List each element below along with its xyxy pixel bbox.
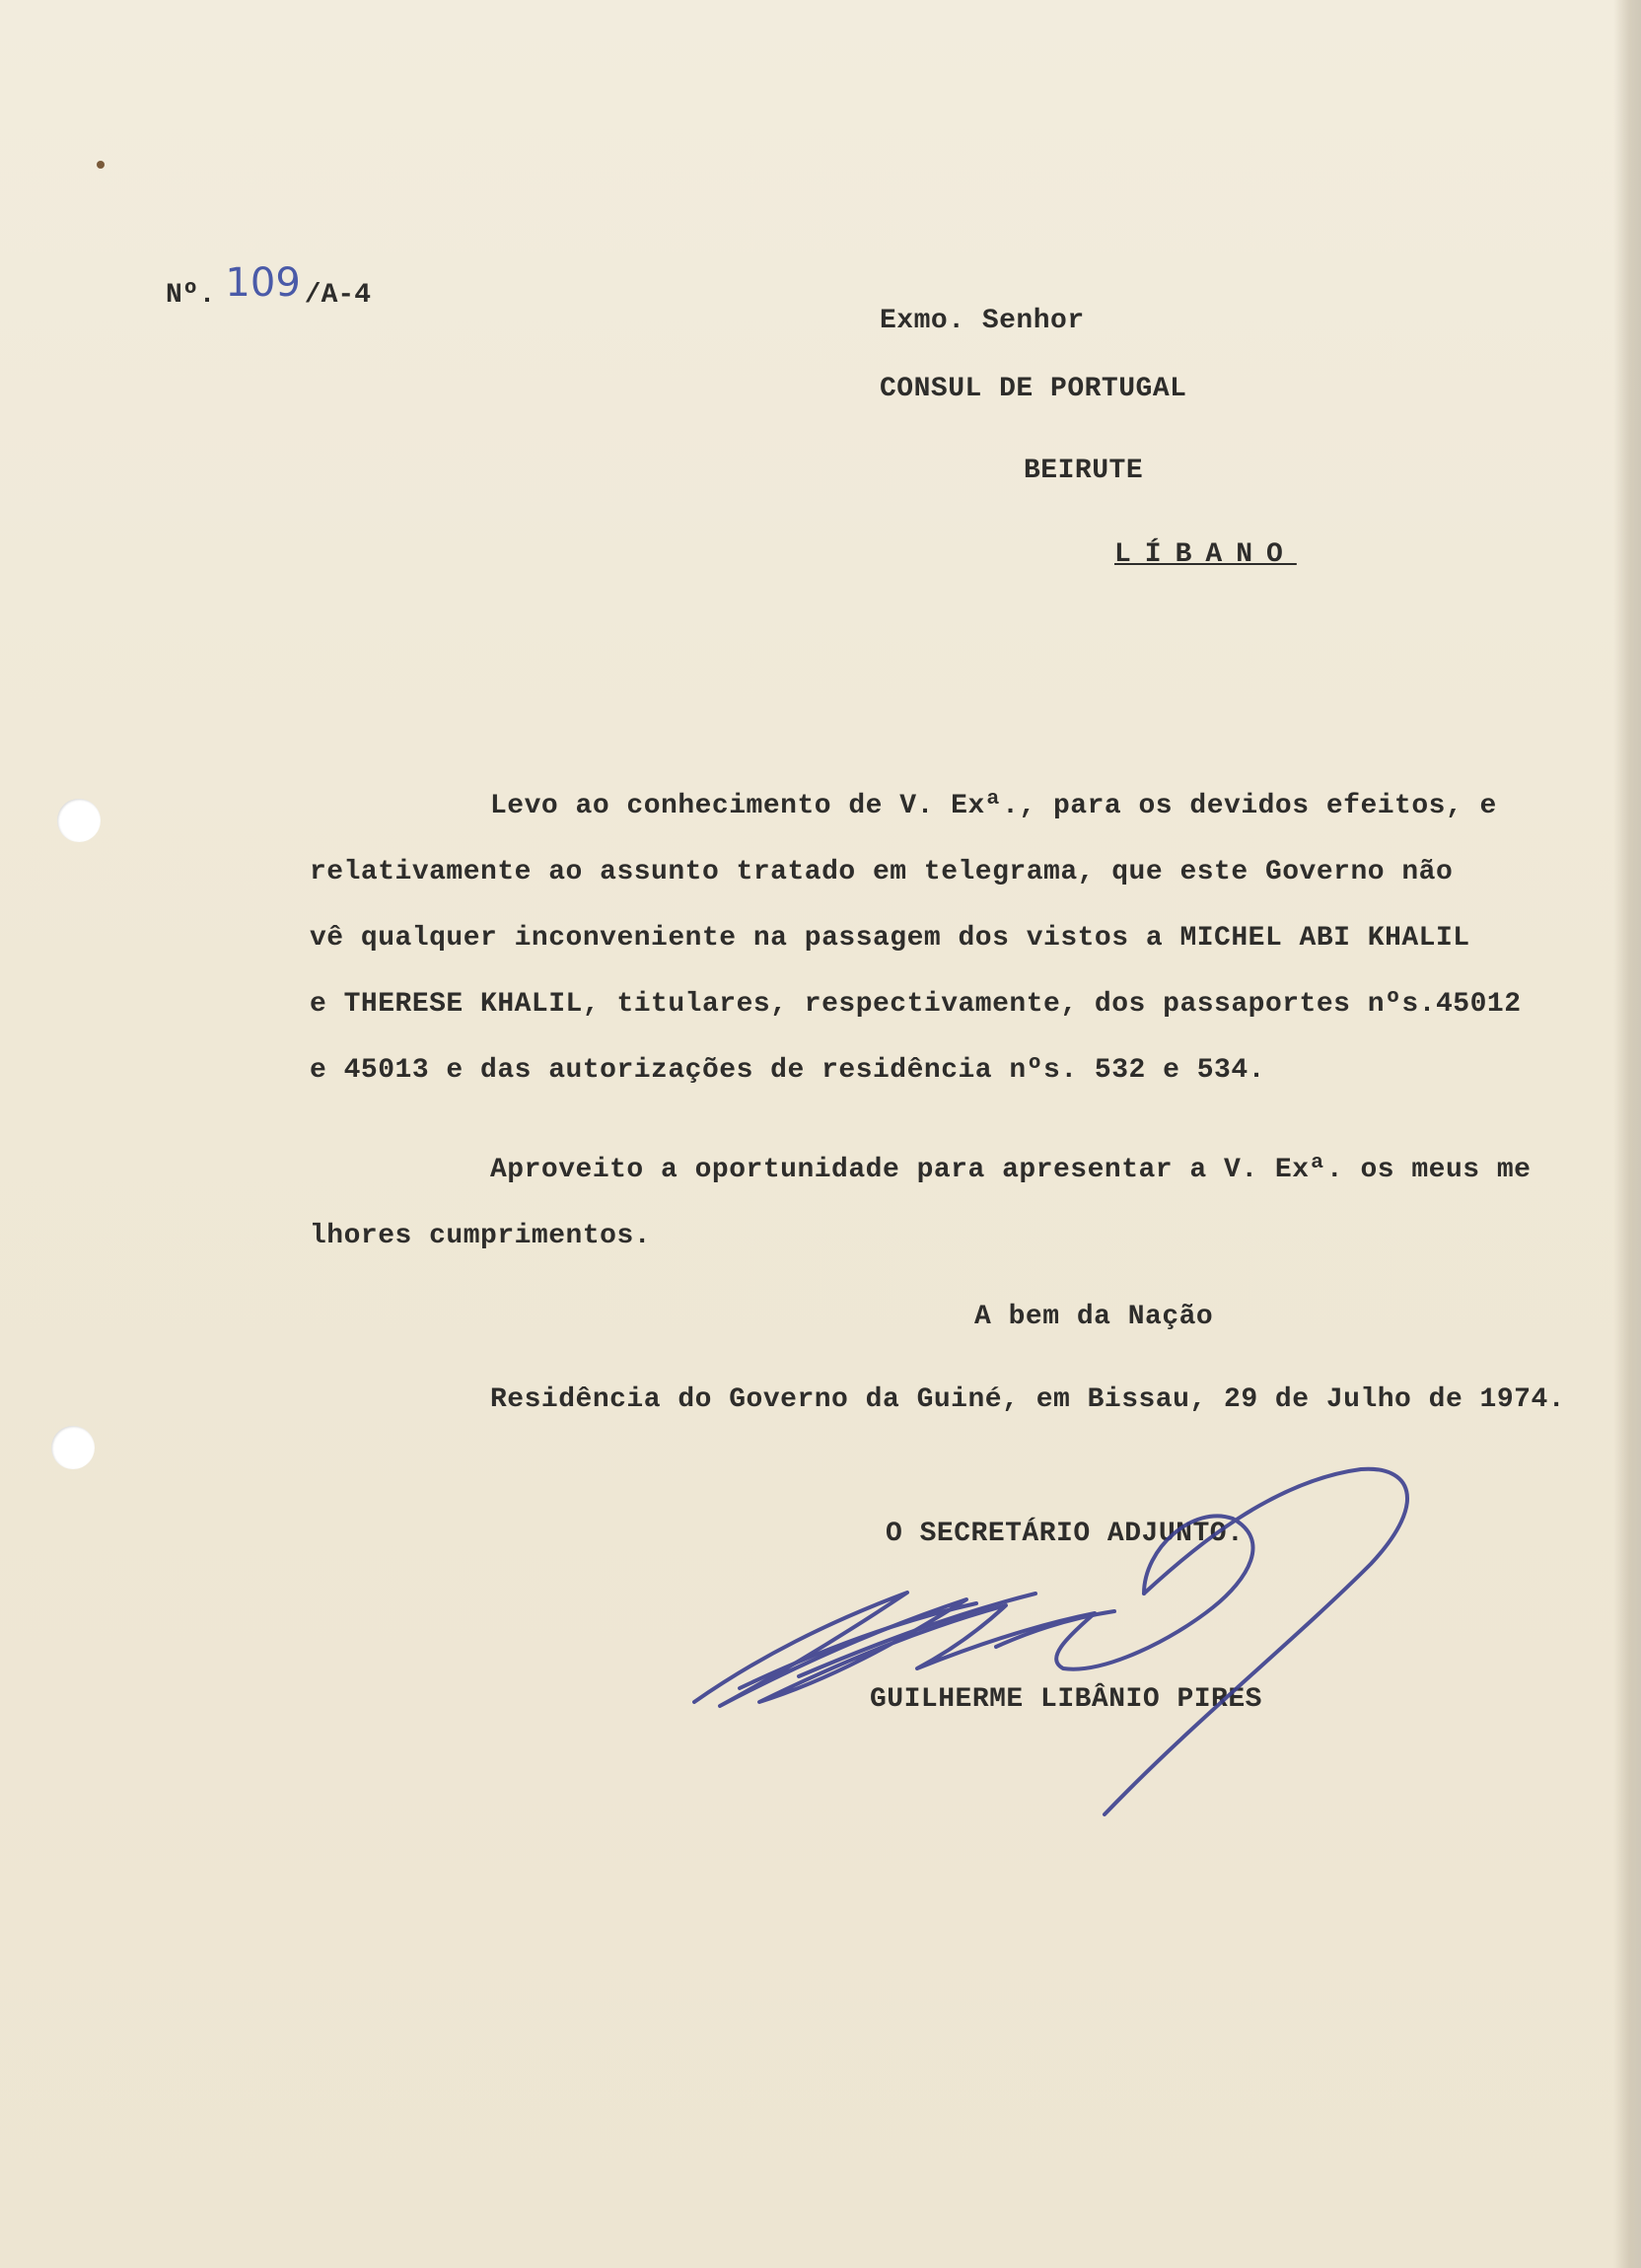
- reference-prefix: Nº.: [166, 280, 216, 311]
- punch-hole-top: [57, 799, 101, 842]
- body-line-6: Aproveito a oportunidade para apresentar a V. Exª. os meus me: [490, 1155, 1532, 1185]
- closing-motto: A bem da Nação: [974, 1302, 1214, 1332]
- addressee-title: CONSUL DE PORTUGAL: [880, 374, 1187, 404]
- body-line-1: Levo ao conhecimento de V. Exª., para os devidos efeitos, e: [490, 791, 1497, 821]
- reference-number: [166, 260, 371, 312]
- body-line-3: vê qualquer inconveniente na passagem dos vistos a MICHEL ABI KHALIL: [310, 923, 1470, 954]
- ink-spot: [97, 161, 105, 169]
- paper-edge: [1613, 0, 1641, 2268]
- addressee-city: BEIRUTE: [1024, 456, 1144, 486]
- signatory-role: O SECRETÁRIO ADJUNTO.: [886, 1519, 1245, 1549]
- reference-handwritten-number: 109: [225, 260, 301, 306]
- signatory-name: GUILHERME LIBÂNIO PIRES: [870, 1684, 1262, 1715]
- body-line-2: relativamente ao assunto tratado em telegrama, que este Governo não: [310, 857, 1454, 887]
- reference-suffix: /A-4: [304, 280, 371, 311]
- body-line-5: e 45013 e das autorizações de residência nºs. 532 e 534.: [310, 1055, 1265, 1086]
- body-line-7: lhores cumprimentos.: [310, 1221, 652, 1251]
- handwritten-signature: [680, 1410, 1430, 1824]
- body-line-4: e THERESE KHALIL, titulares, respectivamente, dos passaportes nºs.45012: [310, 989, 1522, 1020]
- closing-place-date: Residência do Governo da Guiné, em Bissau, 29 de Julho de 1974.: [490, 1384, 1566, 1415]
- addressee-salutation: Exmo. Senhor: [880, 306, 1085, 336]
- addressee-country: LÍBANO: [1114, 539, 1297, 570]
- punch-hole-bottom: [51, 1426, 95, 1469]
